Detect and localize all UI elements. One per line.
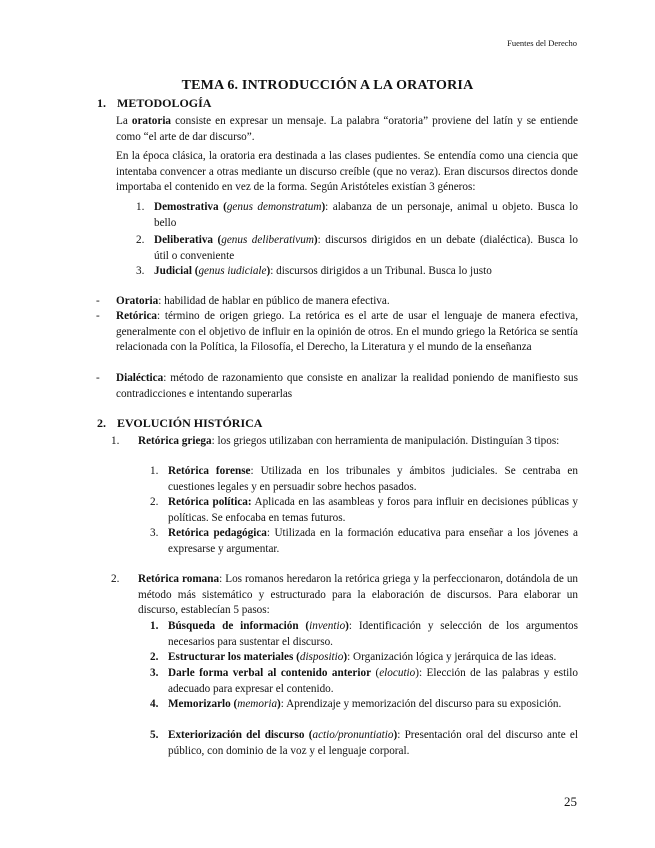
section-number: 2.: [97, 416, 106, 430]
list-number: 3.: [150, 667, 159, 679]
definition-retorica: [96, 309, 578, 356]
retorica-romana-item: [111, 572, 579, 619]
tipo-forense: [150, 464, 578, 495]
list-number: 3.: [150, 527, 159, 539]
list-number: 1.: [111, 435, 120, 447]
paso-term: Estructurar los materiales (: [168, 651, 300, 663]
tipo-pedagogica: [150, 526, 579, 557]
paso-latin: inventio: [309, 620, 346, 632]
paso-desc: : Presentación oral del discurso ante el público, con dominio de la voz y el lenguaje corporal.: [168, 729, 578, 757]
paso-term: Búsqueda de información (: [168, 620, 310, 632]
genre-latin: genus deliberativum: [221, 234, 314, 246]
paso-term: Memorizarlo (: [168, 698, 238, 710]
tipo-term: Retórica política:: [168, 496, 252, 508]
genre-item-demostrativa: [136, 200, 578, 231]
section-number: 1.: [97, 96, 106, 110]
section-title: METODOLOGÍA: [117, 96, 212, 110]
tipo-term: Retórica forense: [168, 465, 251, 477]
dash-marker: -: [96, 310, 100, 322]
genre-close: ): [321, 201, 326, 213]
paso-close: ): [277, 698, 281, 710]
intro-paragraph-1: [116, 114, 578, 145]
intro-paragraph-2: En la época clásica, la oratoria era destinada a las clases pudientes. Se entendía como una ciencia que intentaba convencer a otras mediante un discurso creíble (que no veraz). Eran discursos directos donde importaba el contenido en vez de la forma. Según Aristóteles existían 3 géneros:: [116, 150, 578, 193]
paso-memoria: [150, 697, 578, 713]
definition-desc: : término de origen griego. La retórica es el arte de usar el lenguaje de manera efectiva, generalmente con el objetivo de influir en la opinión de otros. En el mundo griego la Retórica se sentía relacionada con la Política, la Filosofía, el Derecho, la Literatura y el mundo de la enseñanza: [116, 310, 578, 353]
paso-elocutio: 3. Darle forma verbal al contenido anterior (elocutio): Elección de las palabras y estilo adecuado para expresar el contenido.: [150, 667, 578, 695]
genre-item-deliberativa: [136, 233, 578, 264]
list-number: 1.: [150, 465, 159, 477]
dash-marker: -: [96, 295, 100, 307]
list-number: 1.: [136, 201, 145, 213]
paso-term: Darle forma verbal al contenido anterior: [168, 667, 372, 679]
genre-close: ): [313, 234, 318, 246]
section-title: EVOLUCIÓN HISTÓRICA: [117, 416, 263, 430]
definition-term: Dialéctica: [116, 372, 164, 384]
page-title: TEMA 6. INTRODUCCIÓN A LA ORATORIA: [181, 78, 474, 93]
running-header: Fuentes del Derecho: [507, 38, 577, 48]
definition-term: Oratoria: [116, 295, 159, 307]
list-number: 4.: [150, 698, 159, 710]
genre-desc: : alabanza de un personaje, animal u objeto. Busca lo bello: [154, 201, 578, 229]
list-number: 2.: [150, 651, 159, 663]
genre-item-judicial: [136, 264, 578, 280]
genre-desc: : discursos dirigidos en un debate (dialéctica). Busca lo útil o conveniente: [154, 234, 578, 262]
paso-inventio: [150, 619, 578, 650]
paso-desc: : Elección de las palabras y estilo adecuado para expresar el contenido.: [168, 667, 578, 695]
paso-desc: : Aprendizaje y memorización del discurso para su exposición.: [280, 698, 562, 710]
tipo-desc: : Utilizada en la formación educativa para enseñar a los jóvenes a expresarse y argumentar.: [168, 527, 579, 555]
genre-name: Judicial (: [154, 265, 199, 277]
paso-desc: : Identificación y selección de los argumentos necesarios para sustentar el discurso.: [168, 620, 578, 648]
genre-desc: : discursos dirigidos a un Tribunal. Busca lo justo: [270, 265, 492, 277]
list-number: 2.: [111, 573, 120, 585]
list-number: 2.: [136, 234, 145, 246]
term-oratoria: oratoria: [131, 115, 172, 127]
genre-name: Demostrativa (: [154, 201, 227, 213]
list-number: 2.: [150, 496, 159, 508]
paso-latin: memoria: [237, 698, 278, 710]
paso-actio: [150, 728, 578, 759]
text-run: La: [116, 115, 132, 127]
paso-term: Exteriorización del discurso (: [168, 729, 313, 741]
paso-close: ): [345, 620, 349, 632]
retorica-griega-item: [111, 434, 578, 450]
paso-close: ): [393, 729, 398, 741]
tipo-desc: : Utilizada en los tribunales y ámbitos judiciales. Se centraba en cuestiones legales y en persuadir sobre hechos pasados.: [168, 465, 578, 493]
genre-latin: genus iudiciale: [198, 265, 267, 277]
tipo-term: Retórica pedagógica: [168, 527, 267, 539]
paso-latin: actio/pronuntiatio: [312, 729, 394, 741]
genre-close: ): [266, 265, 271, 277]
paso-latin: elocutio: [379, 667, 416, 679]
paso-desc: : Organización lógica y jerárquica de las ideas.: [347, 651, 557, 663]
dash-marker: -: [96, 372, 100, 384]
tipo-desc: Aplicada en las asambleas y foros para influir en decisiones públicas y políticas. Se enfocaba en temas futuros.: [168, 496, 578, 524]
item-term: Retórica griega: [138, 435, 212, 447]
text-run: consiste en expresar un mensaje. La palabra “oratoria” proviene del latín y se entiende como “el arte de dar discurso”.: [116, 115, 578, 143]
definition-term: Retórica: [116, 310, 157, 322]
list-number: 1.: [150, 620, 159, 632]
list-number: 5.: [150, 729, 159, 741]
page-number: 25: [564, 794, 577, 809]
item-desc: : Los romanos heredaron la retórica griega y la perfeccionaron, dotándola de un método más sistemático y estructurado para la elaboración de discursos. Para elaborar un discurso, establecían 5 pasos:: [138, 573, 579, 616]
item-term: Retórica romana: [138, 573, 220, 585]
tipo-politica: [150, 495, 578, 526]
definition-dialectica: [96, 371, 578, 402]
definition-desc: : habilidad de hablar en público de manera efectiva.: [158, 295, 390, 307]
paso-dispositio: [150, 650, 578, 666]
item-desc: : los griegos utilizaban con herramienta de manipulación. Distinguían 3 tipos:: [211, 435, 560, 447]
genre-name: Deliberativa (: [154, 234, 222, 246]
paso-latin: dispositio: [299, 651, 344, 663]
definition-oratoria: [96, 294, 578, 310]
genre-latin: genus demonstratum: [226, 201, 322, 213]
paso-close: ): [343, 651, 348, 663]
definition-desc: : método de razonamiento que consiste en analizar la realidad poniendo de manifiesto sus contradicciones e intentando superarlas: [116, 372, 578, 400]
list-number: 3.: [136, 265, 145, 277]
